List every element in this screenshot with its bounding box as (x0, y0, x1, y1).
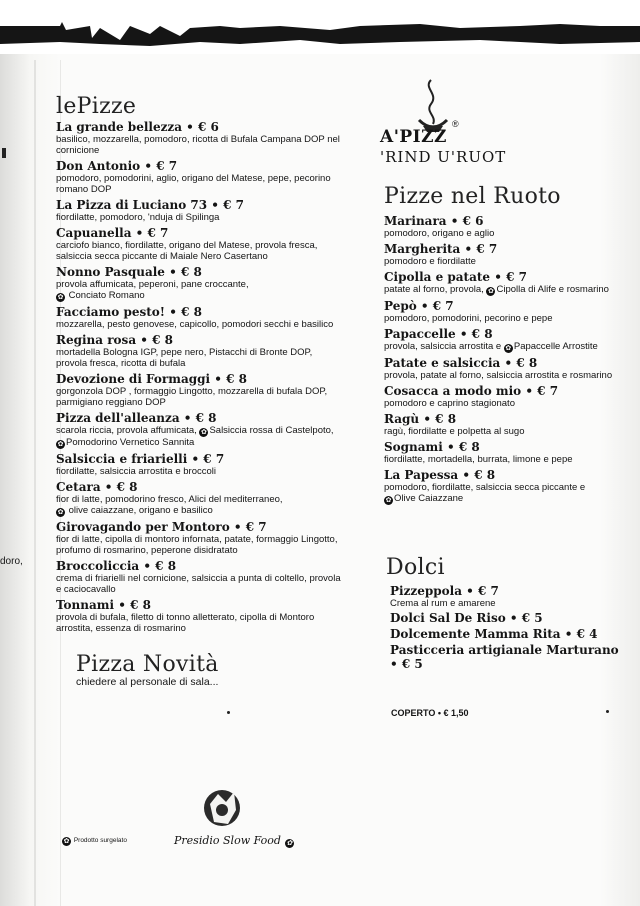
item-name: Facciamo pesto! • € 8 (56, 305, 202, 319)
item-desc: provola di bufala, filetto di tonno alletterato, cipolla di Montoro arrostita, essenza di rosmarino (56, 612, 315, 634)
list-item (384, 270, 624, 296)
list-item (384, 468, 624, 505)
item-desc: mozzarella, pesto genovese, capicollo, pomodori secchi e basilico (56, 319, 334, 330)
edge-mark (2, 148, 6, 158)
item-desc: pomodoro, pomodorini, aglio, origano del Matese, pepe, pecorino romano DOP (56, 173, 331, 195)
list-item (56, 598, 341, 634)
item-name: Papaccelle • € 8 (384, 327, 493, 341)
pizza-novita-title: Pizza Novità (76, 652, 219, 677)
list-item (56, 159, 341, 195)
list-item (56, 120, 341, 156)
page-fold (34, 60, 36, 906)
item-name: Ragù • € 8 (384, 412, 457, 426)
list-item (56, 452, 341, 477)
brand-name: A'PIZZ (380, 127, 447, 147)
torn-edge-decoration (0, 20, 640, 48)
item-desc: Crema al rum e amarene (390, 598, 496, 609)
list-item (384, 214, 624, 239)
list-item (384, 412, 624, 437)
list-item (56, 411, 341, 449)
list-item (56, 520, 341, 556)
bullet-dot (606, 710, 609, 713)
brand-subtitle: 'RIND U'RUOT (380, 148, 507, 166)
list-item (390, 584, 630, 609)
item-name: Capuanella • € 7 (56, 226, 169, 240)
le-pizze-list (56, 120, 341, 637)
frozen-icon: ✿ (57, 294, 64, 301)
frozen-icon: ✿ (57, 509, 64, 516)
item-name: Marinara • € 6 (384, 214, 484, 228)
item-name: La grande bellezza • € 6 (56, 120, 219, 134)
item-name: La Pizza di Luciano 73 • € 7 (56, 198, 244, 212)
registered-mark: ® (452, 119, 459, 129)
item-name: Don Antonio • € 7 (56, 159, 178, 173)
item-desc: scarola riccia, provola affumicata, ✿ Salsiccia rossa di Castelpoto, ✿ Pomodorino Vernetico Sannita (56, 425, 334, 448)
item-desc: provola, patate al forno, salsiccia arrostita e rosmarino (384, 370, 613, 381)
item-name: Dolci Sal De Riso • € 5 (390, 611, 543, 625)
item-name: Tonnami • € 8 (56, 598, 151, 612)
list-item (384, 356, 624, 381)
item-name: Cetara • € 8 (56, 480, 138, 494)
item-name: Margherita • € 7 (384, 242, 498, 256)
list-item (384, 299, 624, 324)
novita-note: chiedere al personale di sala... (76, 676, 219, 688)
item-name: Pasticceria artigianale Marturano • € 5 (390, 643, 619, 671)
dolci-list (390, 584, 630, 673)
item-desc: fiordilatte, salsiccia arrostita e broccoli (56, 466, 216, 477)
list-item (56, 559, 341, 595)
item-desc: crema di friarielli nel cornicione, salsiccia a punta di coltello, provola e caciocavallo (56, 573, 341, 595)
bullet-dot (227, 711, 230, 714)
frozen-icon: ✿ (63, 838, 70, 845)
item-name: Pizza dell'alleanza • € 8 (56, 411, 217, 425)
item-desc: pomodoro, origano e aglio (384, 228, 495, 239)
list-item (56, 226, 341, 262)
item-name: Pizzeppola • € 7 (390, 584, 499, 598)
item-desc: fiordilatte, mortadella, burrata, limone e pepe (384, 454, 573, 465)
list-item (390, 627, 630, 641)
list-item (384, 384, 624, 409)
frozen-icon: ✿ (505, 345, 512, 352)
item-name: Dolcemente Mamma Rita • € 4 (390, 627, 598, 641)
item-name: Nonno Pasquale • € 8 (56, 265, 202, 279)
item-name: Devozione di Formaggi • € 8 (56, 372, 247, 386)
item-desc: fior di latte, pomodorino fresco, Alici del mediterraneo, (56, 494, 283, 505)
item-name: Sognami • € 8 (384, 440, 480, 454)
item-name: Broccoliccia • € 8 (56, 559, 177, 573)
list-item (390, 643, 630, 671)
item-desc: pomodoro e caprino stagionato (384, 398, 515, 409)
le-pizze-title: lePizze (56, 94, 137, 119)
frozen-icon: ✿ (488, 288, 494, 295)
item-desc: pomodoro, fiordilatte, salsiccia secca piccante e ✿ Olive Caiazzane (384, 482, 586, 504)
item-desc: provola, salsiccia arrostita e ✿ Papaccelle Arrostite (384, 341, 598, 352)
item-name: Patate e salsiccia • € 8 (384, 356, 538, 370)
item-name: Regina rosa • € 8 (56, 333, 173, 347)
slow-food-logo-icon (196, 784, 248, 832)
item-desc-frozen: ✿ Conciato Romano (57, 290, 145, 301)
item-desc: fiordilatte, pomodoro, 'nduja di Spilinga (56, 212, 220, 223)
list-item (56, 198, 341, 223)
item-desc: pomodoro, pomodorini, pecorino e pepe (384, 313, 553, 324)
item-desc: pomodoro e fiordilatte (384, 256, 476, 267)
list-item (56, 372, 341, 408)
cut-off-text: doro, (0, 556, 23, 567)
coperto-price: COPERTO • € 1,50 (391, 708, 469, 718)
list-item (384, 440, 624, 465)
list-item (390, 611, 630, 625)
frozen-icon: ✿ (286, 839, 293, 847)
list-item (384, 327, 624, 353)
ruoto-title: Pizze nel Ruoto (384, 184, 561, 209)
frozen-legend: ✿ Prodotto surgelato (63, 837, 127, 845)
item-desc: basilico, mozzarella, pomodoro, ricotta di Bufala Campana DOP nel cornicione (56, 134, 340, 156)
item-desc: fior di latte, cipolla di montoro infornata, patate, formaggio Lingotto, profumo di rosmarino, peperone disidratato (56, 534, 338, 556)
item-name: Girovagando per Montoro • € 7 (56, 520, 267, 534)
item-name: Cipolla e patate • € 7 (384, 270, 527, 284)
dolci-title: Dolci (386, 555, 445, 580)
list-item (56, 265, 341, 302)
list-item (56, 305, 341, 330)
item-desc: provola affumicata, peperoni, pane croccante, (56, 279, 249, 290)
item-desc-frozen: ✿ olive caiazzane, origano e basilico (57, 505, 213, 516)
ruoto-list (384, 214, 624, 508)
item-desc: gorgonzola DOP , formaggio Lingotto, mozzarella di bufala DOP, parmigiano reggiano DOP (56, 386, 328, 408)
frozen-icon: ✿ (57, 441, 64, 448)
item-name: Salsiccia e friarielli • € 7 (56, 452, 225, 466)
item-name: La Papessa • € 8 (384, 468, 496, 482)
item-desc: ragù, fiordilatte e polpetta al sugo (384, 426, 525, 437)
list-item (384, 242, 624, 267)
frozen-icon: ✿ (385, 497, 392, 504)
list-item (56, 480, 341, 517)
item-name: Cosacca a modo mio • € 7 (384, 384, 559, 398)
list-item (56, 333, 341, 369)
item-desc: patate al forno, provola, ✿ Cipolla di Alife e rosmarino (384, 284, 609, 295)
item-desc: carciofo bianco, fiordilatte, origano del Matese, provola fresca, salsiccia secca piccante di Maiale Nero Casertano (56, 240, 318, 262)
frozen-icon: ✿ (201, 429, 207, 436)
item-name: Pepò • € 7 (384, 299, 454, 313)
slow-food-label: Presidio Slow Food ✿ (174, 834, 293, 847)
item-desc: mortadella Bologna IGP, pepe nero, Pistacchi di Bronte DOP, provola fresca, ricotta di bufala (56, 347, 313, 369)
